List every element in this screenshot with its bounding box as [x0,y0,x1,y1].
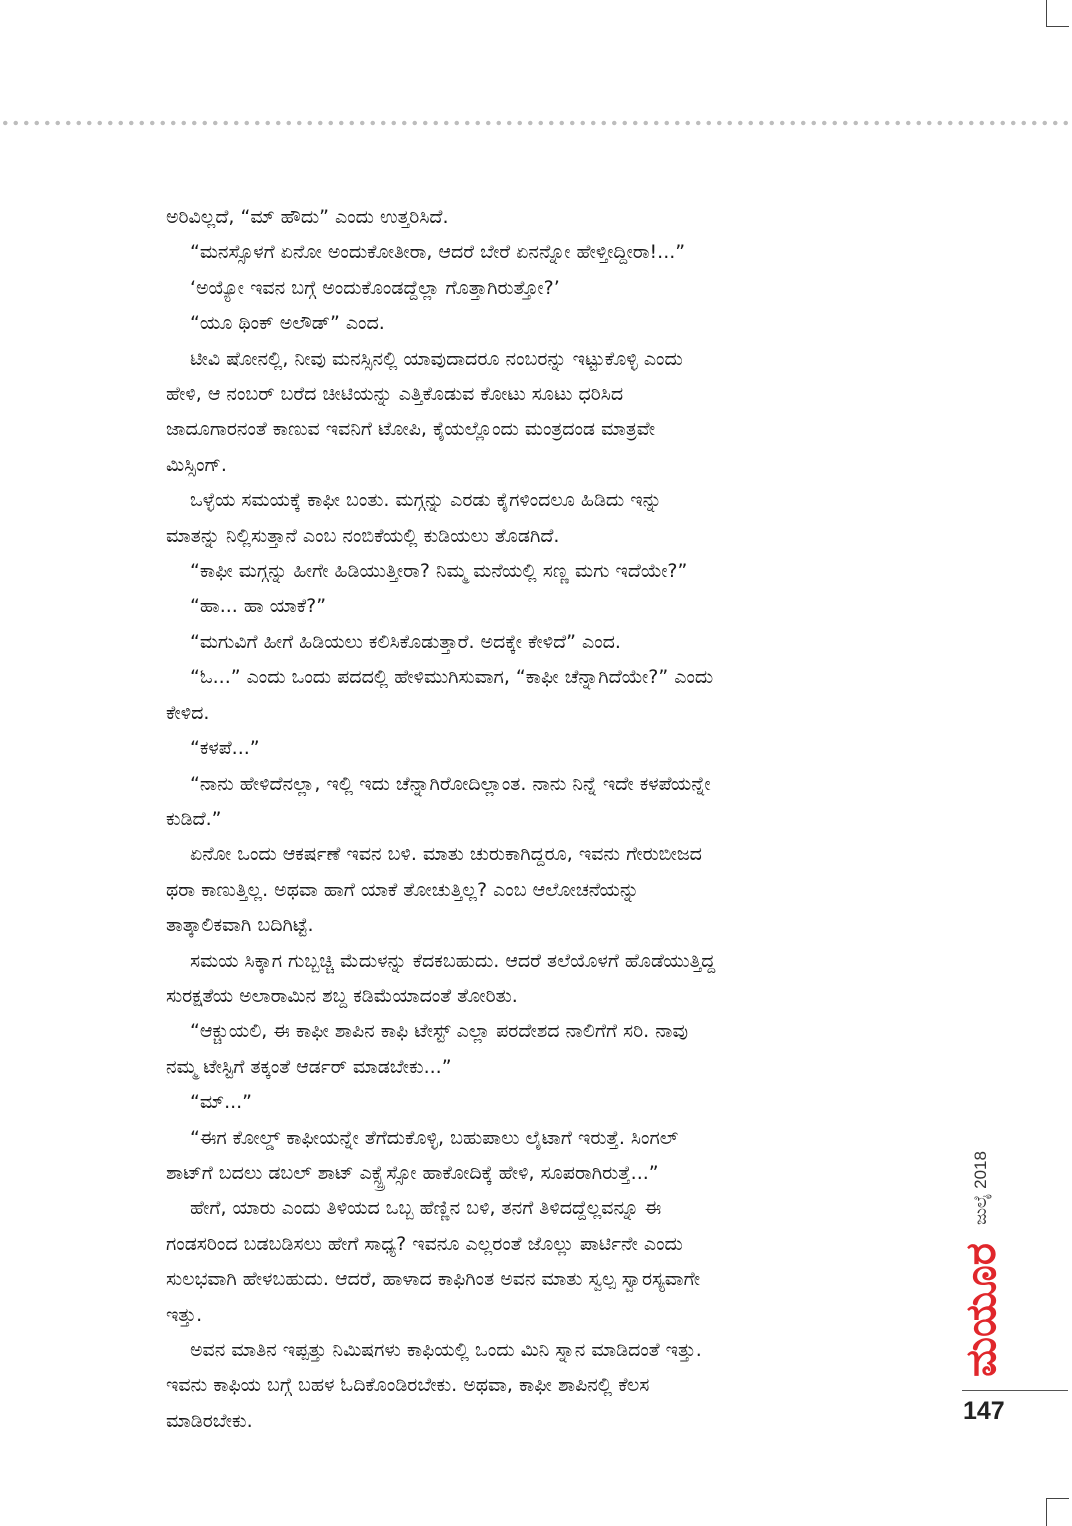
footer-rule [962,1390,1068,1391]
text-line: ಟೀವಿ ಷೋನಲ್ಲಿ, ನೀವು ಮನಸ್ಸಿನಲ್ಲಿ ಯಾವುದಾದರೂ ನಂಬರನ್ನು ಇಟ್ಟುಕೊಳ್ಳಿ ಎಂದು [190,347,683,370]
text-line: ಸುರಕ್ಷತೆಯ ಅಲಾರಾಮಿನ ಶಬ್ದ ಕಡಿಮೆಯಾದಂತೆ ತೋರಿತು. [166,984,518,1007]
text-line: ಕುಡಿದೆ.” [166,807,222,830]
issue-date [949,1128,1013,1248]
text-line: ಮಿಸ್ಸಿಂಗ್. [166,453,227,476]
text-line: ಹೇಳಿ, ಆ ನಂಬರ್ ಬರೆದ ಚೀಟಿಯನ್ನು ಎತ್ತಿಕೊಡುವ ಕೋಟು ಸೂಟು ಧರಿಸಿದ [166,383,624,406]
text-line: ಸುಲಭವಾಗಿ ಹೇಳಬಹುದು. ಆದರೆ, ಹಾಳಾದ ಕಾಫಿಗಿಂತ ಅವನ ಮಾತು ಸ್ವಲ್ಪ ಸ್ವಾರಸ್ಯವಾಗೇ [166,1268,701,1291]
text-line: ಇತ್ತು. [166,1303,203,1326]
text-line: ಮಾಡಿರಬೇಕು. [166,1409,253,1432]
text-line: “ಈಗ ಕೋಲ್ಡ್ ಕಾಫೀಯನ್ನೇ ತೆಗೆದುಕೊಳ್ಳಿ, ಬಹುಪಾಲು ಲೈಟಾಗೆ ಇರುತ್ತೆ. ಸಿಂಗಲ್ [190,1126,679,1149]
text-line: ಮಾತನ್ನು ನಿಲ್ಲಿಸುತ್ತಾನೆ ಎಂಬ ನಂಬಿಕೆಯಲ್ಲಿ ಕುಡಿಯಲು ತೊಡಗಿದೆ. [166,524,560,547]
magazine-logo [949,1243,1013,1377]
text-line: ಗಂಡಸರಿಂದ ಬಡಬಡಿಸಲು ಹೇಗೆ ಸಾಧ್ಯ? ಇವನೂ ಎಲ್ಲರಂತೆ ಜೊಲ್ಲು ಪಾರ್ಟಿನೇ ಎಂದು [166,1232,683,1255]
text-line: ಒಳ್ಳೆಯ ಸಮಯಕ್ಕೆ ಕಾಫೀ ಬಂತು. ಮಗ್ಗನ್ನು ಎರಡು ಕೈಗಳಿಂದಲೂ ಹಿಡಿದು ಇನ್ನು [190,489,662,512]
sidebar-masthead [949,1128,1013,1377]
crop-mark-bottom [1046,1498,1069,1526]
text-line: ಏನೋ ಒಂದು ಆಕರ್ಷಣೆ ಇವನ ಬಳಿ. ಮಾತು ಚುರುಕಾಗಿದ್ದರೂ, ಇವನು ಗೇರುಬೀಜದ [190,843,702,866]
text-line: ಜಾದೂಗಾರನಂತೆ ಕಾಣುವ ಇವನಿಗೆ ಟೋಪಿ, ಕೈಯಲ್ಲೊಂದು ಮಂತ್ರದಂಡ ಮಾತ್ರವೇ [166,418,656,441]
text-line: ಅರಿವಿಲ್ಲದೆ, “ಮ್ ಹೌದು” ಎಂದು ಉತ್ತರಿಸಿದೆ. [166,206,449,228]
text-line: ಅವನ ಮಾತಿನ ಇಪ್ಪತ್ತು ನಿಮಿಷಗಳು ಕಾಫಿಯಲ್ಲಿ ಒಂದು ಮಿನಿ ಸ್ನಾನ ಮಾಡಿದಂತೆ ಇತ್ತು. [190,1339,702,1361]
issue-date-text: ಜುಲೈ 2018 [971,1151,990,1225]
text-line: “ಹಾ... ಹಾ ಯಾಕೆ?” [190,595,327,618]
dotted-divider [0,119,1072,127]
text-line: ಶಾಟ್‌ಗೆ ಬದಲು ಡಬಲ್ ಶಾಟ್ ಎಕ್ಸ್ಪ್ರೆಸ್ಸೋ ಹಾಕೋದಿಕ್ಕೆ ಹೇಳಿ, ಸೂಪರಾಗಿರುತ್ತೆ...” [166,1161,659,1184]
text-line: ಹೇಗೆ, ಯಾರು ಎಂದು ತಿಳಿಯದ ಒಬ್ಬ ಹೆಣ್ಣಿನ ಬಳಿ, ತನಗೆ ತಿಳಿದದ್ದೆಲ್ಲವನ್ನೂ ಈ [190,1197,662,1220]
text-line: “ನಾನು ಹೇಳಿದೆನಲ್ಲಾ, ಇಲ್ಲಿ ಇದು ಚೆನ್ನಾಗಿರೋದಿಲ್ಲಾಂತ. ನಾನು ನಿನ್ನೆ ಇದೇ ಕಳಪೆಯನ್ನೇ [190,772,711,795]
text-line: ಇವನು ಕಾಫಿಯ ಬಗ್ಗೆ ಬಹಳ ಓದಿಕೊಂಡಿರಬೇಕು. ಅಥವಾ, ಕಾಫೀ ಶಾಪಿನಲ್ಲಿ ಕೆಲಸ [166,1374,650,1397]
article-body [166,200,926,1439]
text-line: ಕೇಳಿದ. [166,701,210,724]
text-line: ಥರಾ ಕಾಣುತ್ತಿಲ್ಲ. ಅಥವಾ ಹಾಗೆ ಯಾಕೆ ತೋಚುತ್ತಿಲ್ಲ? ಎಂಬ ಆಲೋಚನೆಯನ್ನು [166,878,640,901]
text-line: “ಯೂ ಥಿಂಕ್ ಅಲೌಡ್” ಎಂದ. [190,312,385,335]
page-number: 147 [963,1397,1005,1425]
text-line: ‘ಅಯ್ಯೋ ಇವನ ಬಗ್ಗೆ ಅಂದುಕೊಂಡದ್ದೆಲ್ಲಾ ಗೊತ್ತಾಗಿರುತ್ತೋ?’ [190,276,560,299]
text-line: “ಕಾಫೀ ಮಗ್ಗನ್ನು ಹೀಗೇ ಹಿಡಿಯುತ್ತೀರಾ? ನಿಮ್ಮ ಮನೆಯಲ್ಲಿ ಸಣ್ಣ ಮಗು ಇದೆಯೇ?” [190,560,688,583]
text-line: ನಮ್ಮ ಟೇಸ್ಟಿಗೆ ತಕ್ಕಂತೆ ಆರ್ಡರ್ ಮಾಡಬೇಕು...” [166,1055,452,1078]
text-line: “ಮ್...” [190,1091,253,1114]
text-line: “ಕಳಪೆ...” [190,737,260,760]
crop-mark-top [1046,0,1069,27]
magazine-logo-text: ಮಯೂರ [956,1243,1005,1377]
text-line: “ಆಕ್ಚುಯಲಿ, ಈ ಕಾಫೀ ಶಾಪಿನ ಕಾಫಿ ಟೇಸ್ಟ್ ಎಲ್ಲಾ ಪರದೇಶದ ನಾಲಿಗೆಗೆ ಸರಿ. ನಾವು [190,1020,689,1043]
text-line: “ಮನಸ್ಸೊಳಗೆ ಏನೋ ಅಂದುಕೋತೀರಾ, ಆದರೆ ಬೇರೆ ಏನನ್ನೋ ಹೇಳ್ತೀದ್ದೀರಾ!...” [190,241,686,264]
text-line: “ಮಗುವಿಗೆ ಹೀಗೆ ಹಿಡಿಯಲು ಕಲಿಸಿಕೊಡುತ್ತಾರೆ. ಅದಕ್ಕೇ ಕೇಳಿದೆ” ಎಂದ. [190,630,621,653]
text-line: “ಓ...” ಎಂದು ಒಂದು ಪದದಲ್ಲಿ ಹೇಳಿಮುಗಿಸುವಾಗ, “ಕಾಫೀ ಚೆನ್ನಾಗಿದೆಯೇ?” ಎಂದು [190,666,714,689]
text-line: ತಾತ್ಕಾಲಿಕವಾಗಿ ಬದಿಗಿಟ್ಟೆ. [166,914,314,937]
text-line: ಸಮಯ ಸಿಕ್ಕಾಗ ಗುಬ್ಬಚ್ಚಿ ಮೆದುಳನ್ನು ಕೆದಕಬಹುದು. ಆದರೆ ತಲೆಯೊಳಗೆ ಹೊಡೆಯುತ್ತಿದ್ದ [190,949,716,972]
